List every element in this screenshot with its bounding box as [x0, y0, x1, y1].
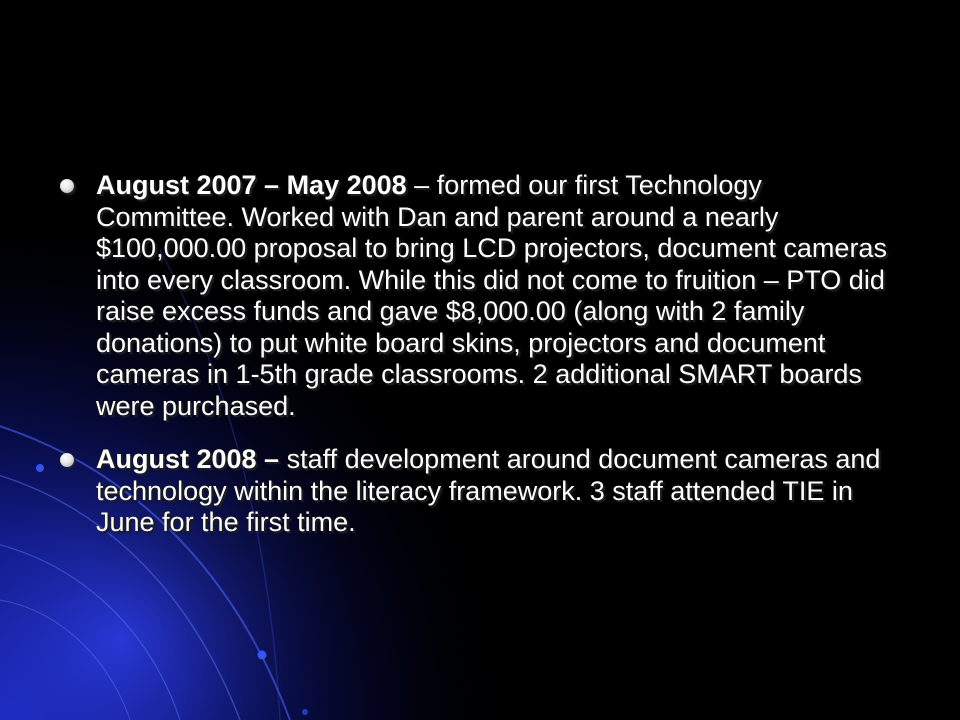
- bullet-text: staff development around document cameras and technology within the literacy framework. 3 staff attended TIE in June for the first time.: [96, 444, 881, 537]
- bullet-item: [56, 170, 906, 422]
- bullet-lead: August 2008 –: [96, 444, 280, 474]
- bullet-text: – formed our first Technology Committee. Worked with Dan and parent around a nearly $100,000.00 proposal to bring LCD projectors, document cameras into every classroom. While this did not come to fruition – PTO did raise excess funds and gave $8,000.00 (along with 2 family donations) to put white board skins, projectors and document cameras in 1-5th grade classrooms. 2 additional SMART boards were purchased.: [96, 170, 887, 421]
- bullet-dot-icon: [60, 179, 74, 193]
- bullet-lead: August 2007 – May 2008: [96, 170, 407, 200]
- bullet-dot-icon: [60, 453, 74, 467]
- bullet-list: [56, 170, 906, 539]
- slide-content: [56, 170, 906, 561]
- bullet-item: [56, 444, 906, 539]
